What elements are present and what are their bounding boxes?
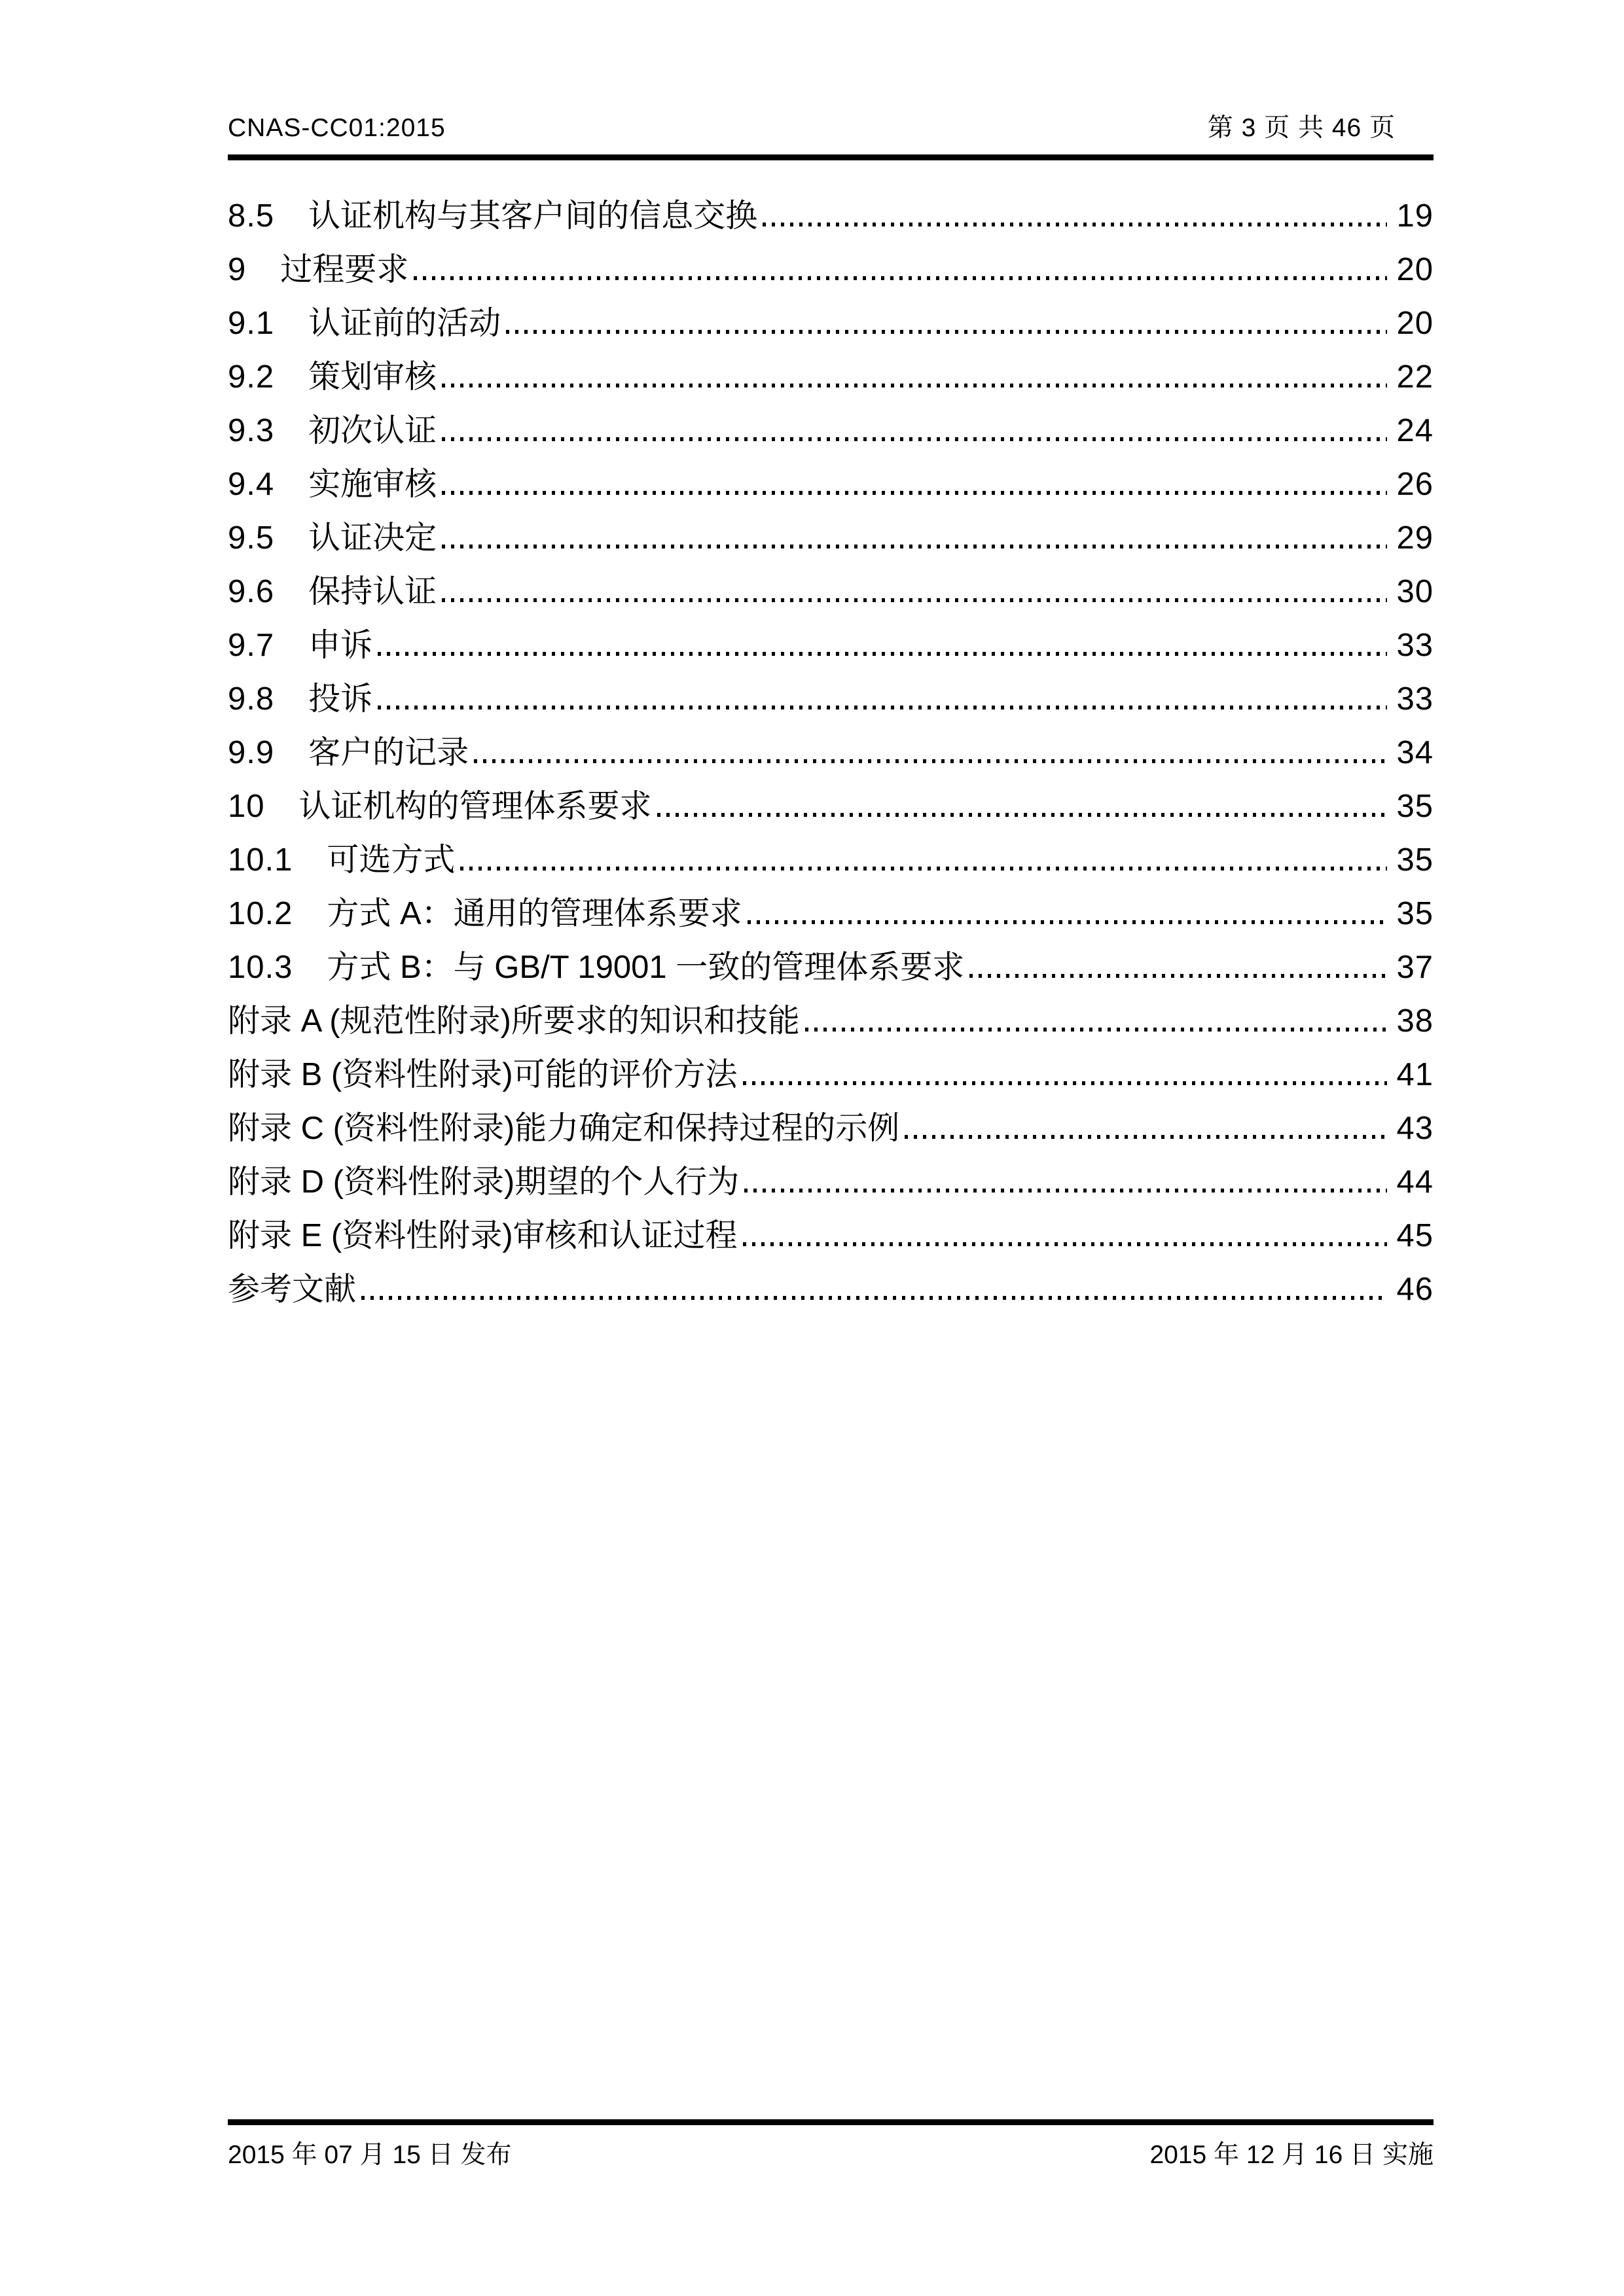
toc-entry-page: 30 [1396,574,1434,609]
toc-entry-number: 10.2 [228,896,293,931]
toc-entry-number: 10.1 [228,842,293,878]
toc-entry-page: 20 [1396,306,1434,341]
dot-leader [506,330,1387,334]
toc-entry-title: 过程要求 [280,252,409,287]
toc-entry[interactable] [228,994,1434,1048]
toc-entry-title: 认证前的活动 [308,306,501,341]
toc-entry[interactable] [228,1155,1434,1209]
dot-leader [442,491,1387,495]
toc-entry-page: 19 [1396,198,1434,234]
toc-entry-title: 附录 D (资料性附录)期望的个人行为 [228,1164,740,1200]
toc-entry-page: 35 [1396,789,1434,824]
toc-entry[interactable] [228,1209,1434,1263]
toc-entry[interactable] [228,726,1434,780]
toc-entry-title: 认证机构的管理体系要求 [298,789,652,824]
toc-entry-page: 37 [1396,950,1434,985]
toc-entry[interactable] [228,350,1434,404]
toc-entry-number: 9.9 [228,735,275,770]
toc-entry-title: 可选方式 [327,842,456,878]
dot-leader [361,1296,1387,1300]
toc-entry-title: 附录 E (资料性附录)审核和认证过程 [228,1218,738,1253]
dot-leader [378,706,1387,709]
dot-leader [657,813,1388,817]
document-code: CNAS-CC01:2015 [228,114,446,142]
dot-leader [969,974,1387,978]
dot-leader [378,652,1387,656]
toc-entry-number: 9.2 [228,359,275,395]
toc-entry-title: 申诉 [308,628,373,663]
dot-leader [442,545,1387,548]
toc-entry-number: 9.8 [228,681,275,717]
toc-entry-number: 9.5 [228,520,275,556]
toc-entry-page: 35 [1396,896,1434,931]
toc-entry-number: 10 [228,789,265,824]
toc-entry-page: 20 [1396,252,1434,287]
toc-entry[interactable] [228,565,1434,619]
toc-entry-page: 38 [1396,1003,1434,1039]
toc-entry-page: 33 [1396,681,1434,717]
table-of-contents [228,189,1434,1316]
page-indicator: 第 3 页 共 46 页 [1207,114,1396,142]
toc-entry[interactable] [228,780,1434,833]
dot-leader [460,867,1387,870]
toc-entry-title: 策划审核 [308,359,437,395]
toc-entry[interactable] [228,887,1434,941]
dot-leader [905,1135,1387,1139]
toc-entry[interactable] [228,1102,1434,1155]
toc-entry[interactable] [228,404,1434,457]
dot-leader [763,223,1387,226]
toc-entry[interactable] [228,189,1434,243]
toc-entry[interactable] [228,833,1434,887]
toc-entry-title: 客户的记录 [308,735,469,770]
toc-entry[interactable] [228,1048,1434,1102]
toc-entry[interactable] [228,511,1434,565]
dot-leader [744,1189,1387,1193]
toc-entry-title: 附录 A (规范性附录)所要求的知识和技能 [228,1003,800,1039]
page-footer [228,2119,1434,2171]
dot-leader [442,598,1387,602]
toc-entry-number: 10.3 [228,950,293,985]
toc-entry[interactable] [228,941,1434,994]
toc-entry-page: 35 [1396,842,1434,878]
toc-entry-title: 认证机构与其客户间的信息交换 [308,198,758,234]
page-header [228,0,1434,160]
content-area [228,0,1434,1316]
toc-entry-title: 投诉 [308,681,373,717]
dot-leader [805,1028,1388,1031]
toc-entry[interactable] [228,296,1434,350]
toc-entry-title: 方式 B：与 GB/T 19001 一致的管理体系要求 [327,950,965,985]
dot-leader [748,920,1388,924]
toc-entry[interactable] [228,457,1434,511]
toc-entry-page: 46 [1396,1272,1434,1307]
toc-entry-number: 9.7 [228,628,275,663]
toc-entry-page: 22 [1396,359,1434,395]
toc-entry-title: 附录 C (资料性附录)能力确定和保持过程的示例 [228,1111,900,1146]
toc-entry[interactable] [228,672,1434,726]
toc-entry-title: 实施审核 [308,467,437,502]
toc-entry-page: 44 [1396,1164,1434,1200]
toc-entry-page: 29 [1396,520,1434,556]
implement-date: 2015 年 12 月 16 日 实施 [1149,2141,1434,2169]
dot-leader [442,384,1387,387]
toc-entry-number: 9.4 [228,467,275,502]
issue-date: 2015 年 07 月 15 日 发布 [228,2141,512,2169]
toc-entry-title: 参考文献 [228,1272,357,1307]
toc-entry[interactable] [228,1263,1434,1316]
toc-entry-number: 9.1 [228,306,275,341]
toc-entry-title: 认证决定 [308,520,437,556]
dot-leader [743,1081,1388,1085]
toc-entry-title: 保持认证 [308,574,437,609]
toc-entry-number: 9.3 [228,413,275,448]
dot-leader [474,759,1387,763]
dot-leader [743,1242,1388,1246]
dot-leader [414,276,1387,280]
toc-entry-title: 方式 A：通用的管理体系要求 [327,896,742,931]
toc-entry-page: 34 [1396,735,1434,770]
toc-entry-page: 33 [1396,628,1434,663]
toc-entry[interactable] [228,243,1434,296]
toc-entry-page: 41 [1396,1057,1434,1092]
toc-entry-page: 26 [1396,467,1434,502]
toc-entry-title: 附录 B (资料性附录)可能的评价方法 [228,1057,738,1092]
toc-entry-number: 8.5 [228,198,275,234]
dot-leader [442,437,1387,441]
toc-entry-page: 43 [1396,1111,1434,1146]
toc-entry-title: 初次认证 [308,413,437,448]
toc-entry-page: 24 [1396,413,1434,448]
toc-entry-number: 9.6 [228,574,275,609]
toc-entry-page: 45 [1396,1218,1434,1253]
toc-entry-number: 9 [228,252,247,287]
toc-entry[interactable] [228,619,1434,672]
